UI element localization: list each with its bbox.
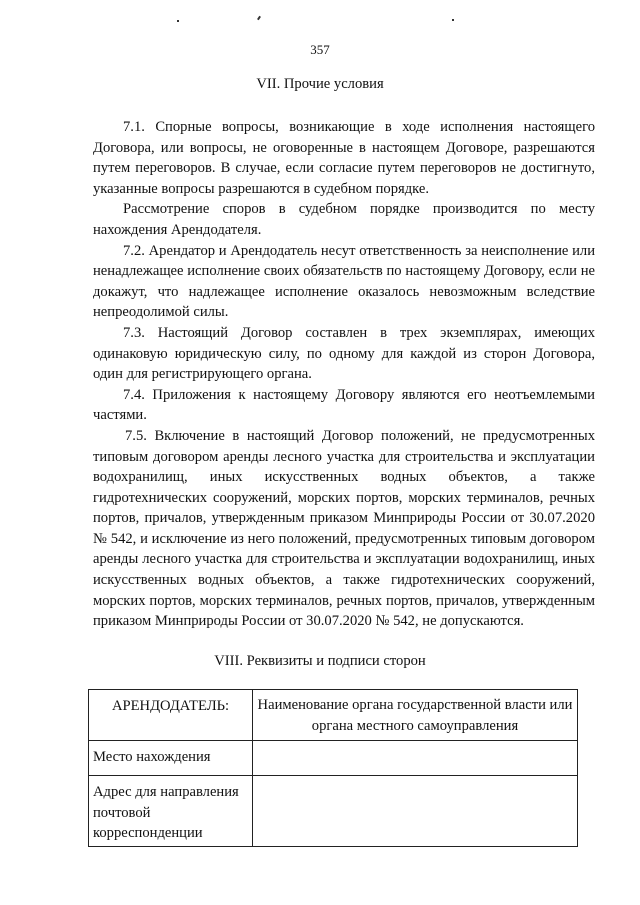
- lessor-label-cell: АРЕНДОДАТЕЛЬ:: [89, 690, 253, 741]
- paragraph-7-1-cont: Рассмотрение споров в судебном порядке производится по месту нахождения Арендодателя.: [93, 201, 595, 238]
- postal-address-label-cell: Адрес для направления почтовой корреспонденции: [89, 776, 253, 847]
- paragraph-7-5: 7.5. Включение в настоящий Договор положений, не предусмотренных типовым договором аренды лесного участка для строительства и эксплуатации водохранилищ, иных искусственных водных объектов, а также гидротехнических сооружений, морских портов, морских терминалов, речных портов, причалов, утвержденным приказом Минприроды России от 30.07.2020 № 542, и исключение из него положений, предусмотренных типовым договором аренды лесного участка для строительства и эксплуатации водохранилищ, иных искусственных водных объектов, а также гидротехнических сооружений, морских портов, морских терминалов, речных портов, причалов, утвержденным приказом Минприроды России от 30.07.2020 № 542, не допускаются.: [93, 427, 595, 630]
- scan-speck: [452, 19, 454, 21]
- location-label-cell: Место нахождения: [89, 741, 253, 776]
- table-row: [89, 690, 578, 741]
- table-row: [89, 741, 578, 776]
- paragraph-7-4: 7.4. Приложения к настоящему Договору являются его неотъемлемыми частями.: [93, 386, 595, 424]
- postal-address-value-cell: [253, 776, 578, 847]
- section-8-title: VIII. Реквизиты и подписи сторон: [214, 653, 426, 669]
- paragraph-7-1: 7.1. Спорные вопросы, возникающие в ходе исполнения настоящего Договора, или вопросы, не оговоренные в настоящем Договоре, разрешаются путем переговоров. В случае, если согласие путем переговоров не достигнуто, указанные вопросы разрешаются в судебном порядке.: [93, 119, 595, 197]
- table-row: [89, 776, 578, 847]
- section-7-body: [93, 117, 595, 632]
- requisites-table: [88, 689, 578, 847]
- authority-name-cell: Наименование органа государственной власти или органа местного самоуправления: [253, 690, 578, 741]
- section-7-title: VII. Прочие условия: [256, 76, 384, 92]
- scan-speck: [257, 16, 261, 20]
- page-number: 357: [310, 42, 330, 57]
- paragraph-7-3: 7.3. Настоящий Договор составлен в трех экземплярах, имеющих одинаковую юридическую силу, по одному для каждой из сторон Договора, один для регистрирующего органа.: [93, 324, 595, 383]
- location-value-cell: [253, 741, 578, 776]
- paragraph-7-2: 7.2. Арендатор и Арендодатель несут ответственность за неисполнение или ненадлежащее исполнение своих обязательств по настоящему Договору, если не докажут, что надлежащее исполнение оказалось невозможным вследствие непреодолимой силы.: [93, 242, 595, 321]
- scan-speck: [177, 20, 179, 22]
